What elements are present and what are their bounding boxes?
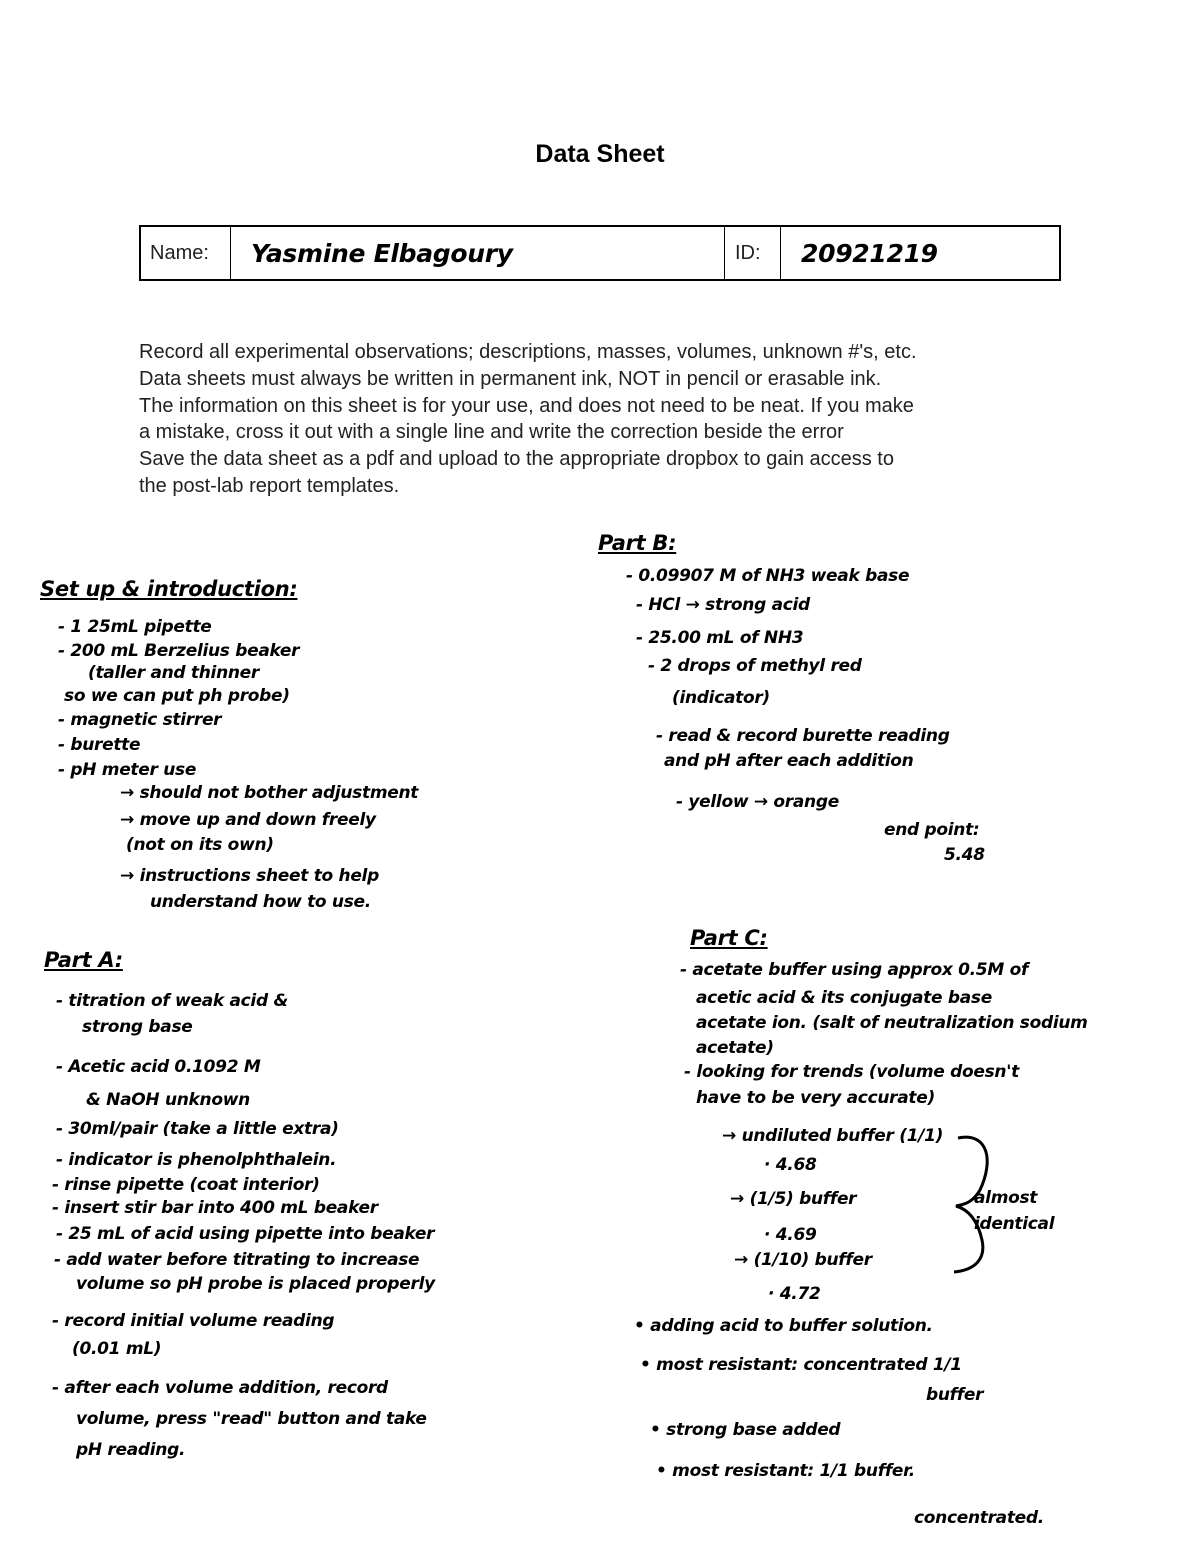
note-line: - magnetic stirrer xyxy=(58,710,222,730)
instruction-line: Record all experimental observations; descriptions, masses, volumes, unknown #'s, etc. xyxy=(139,341,917,363)
note-line: acetate) xyxy=(696,1038,774,1058)
note-line: - looking for trends (volume doesn't xyxy=(684,1062,1019,1082)
note-line: - record initial volume reading xyxy=(52,1311,335,1331)
note-line: - 1 25mL pipette xyxy=(58,617,212,637)
note-line: - 30ml/pair (take a little extra) xyxy=(56,1119,339,1139)
note-line: • adding acid to buffer solution. xyxy=(634,1316,933,1336)
note-line: - titration of weak acid & xyxy=(56,991,288,1011)
note-line: • strong base added xyxy=(650,1420,841,1440)
note-line: - insert stir bar into 400 mL beaker xyxy=(52,1198,378,1218)
id-value: 20921219 xyxy=(801,238,938,268)
instruction-line: Save the data sheet as a pdf and upload to the appropriate dropbox to gain access to xyxy=(139,448,894,471)
note-line: and pH after each addition xyxy=(664,751,914,771)
id-label: ID: xyxy=(725,227,781,279)
note-line: - 25.00 mL of NH3 xyxy=(636,628,804,648)
note-line: → instructions sheet to help xyxy=(120,866,379,886)
note-line: - HCl → strong acid xyxy=(636,595,810,615)
note-line: - burette xyxy=(58,735,141,755)
note-line: (indicator) xyxy=(672,688,770,708)
note-line: → (1/5) buffer xyxy=(730,1189,857,1209)
note-line: → should not bother adjustment xyxy=(120,783,419,803)
note-line: concentrated. xyxy=(914,1508,1044,1528)
note-line: strong base xyxy=(82,1017,193,1037)
note-line: → (1/10) buffer xyxy=(734,1250,872,1270)
note-line: • most resistant: concentrated 1/1 xyxy=(640,1355,962,1375)
note-line: (0.01 mL) xyxy=(72,1339,162,1359)
note-line: · 4.69 xyxy=(764,1225,817,1245)
note-line: - pH meter use xyxy=(58,760,197,780)
note-line: identical xyxy=(974,1214,1055,1234)
note-line: understand how to use. xyxy=(150,892,371,912)
instruction-line: Data sheets must always be written in permanent ink, NOT in pencil or erasable ink. xyxy=(139,367,882,390)
note-line: so we can put ph probe) xyxy=(64,686,290,706)
note-line: - 2 drops of methyl red xyxy=(648,656,862,676)
note-line: - 200 mL Berzelius beaker xyxy=(58,641,300,661)
note-line: almost xyxy=(974,1188,1038,1208)
note-line: & NaOH unknown xyxy=(86,1090,250,1110)
setup-heading: Set up & introduction: xyxy=(40,577,298,601)
note-line: volume, press "read" button and take xyxy=(76,1409,427,1429)
part-c-heading: Part C: xyxy=(690,926,768,950)
note-line: - after each volume addition, record xyxy=(52,1378,388,1398)
note-line: (taller and thinner xyxy=(88,663,259,683)
note-line: end point: xyxy=(884,820,980,840)
note-line: • most resistant: 1/1 buffer. xyxy=(656,1461,915,1481)
note-line: - add water before titrating to increase xyxy=(54,1250,420,1270)
name-value: Yasmine Elbagoury xyxy=(251,238,513,268)
name-label: Name: xyxy=(141,227,231,279)
note-line: - 0.09907 M of NH3 weak base xyxy=(626,566,910,586)
instructions-block xyxy=(139,339,1079,500)
note-line: - Acetic acid 0.1092 M xyxy=(56,1057,261,1077)
note-line: acetic acid & its conjugate base xyxy=(696,988,992,1008)
name-field[interactable] xyxy=(231,227,725,279)
note-line: - read & record burette reading xyxy=(656,726,950,746)
student-info-table xyxy=(139,225,1061,281)
note-line: · 4.72 xyxy=(768,1284,821,1304)
note-line: - yellow → orange xyxy=(676,792,839,812)
instruction-line: a mistake, cross it out with a single line and write the correction beside the error xyxy=(139,421,844,444)
note-line: 5.48 xyxy=(944,845,985,865)
page-title: Data Sheet xyxy=(535,140,665,168)
note-line: - indicator is phenolphthalein. xyxy=(56,1150,337,1170)
note-line: - 25 mL of acid using pipette into beaker xyxy=(56,1224,435,1244)
note-line: (not on its own) xyxy=(126,835,274,855)
note-line: have to be very accurate) xyxy=(696,1088,935,1108)
id-field[interactable] xyxy=(781,227,1059,279)
note-line: → move up and down freely xyxy=(120,810,376,830)
instruction-line: The information on this sheet is for your use, and does not need to be neat. If you make xyxy=(139,394,914,417)
note-line: buffer xyxy=(926,1385,984,1405)
note-line: pH reading. xyxy=(76,1440,186,1460)
note-line: · 4.68 xyxy=(764,1155,817,1175)
note-line: volume so pH probe is placed properly xyxy=(76,1274,435,1294)
note-line: - rinse pipette (coat interior) xyxy=(52,1175,320,1195)
part-a-heading: Part A: xyxy=(44,948,123,972)
part-b-heading: Part B: xyxy=(598,531,677,555)
note-line: acetate ion. (salt of neutralization sodium xyxy=(696,1013,1088,1033)
instruction-line: the post-lab report templates. xyxy=(139,474,400,497)
note-line: → undiluted buffer (1/1) xyxy=(722,1126,944,1146)
note-line: - acetate buffer using approx 0.5M of xyxy=(680,960,1029,980)
